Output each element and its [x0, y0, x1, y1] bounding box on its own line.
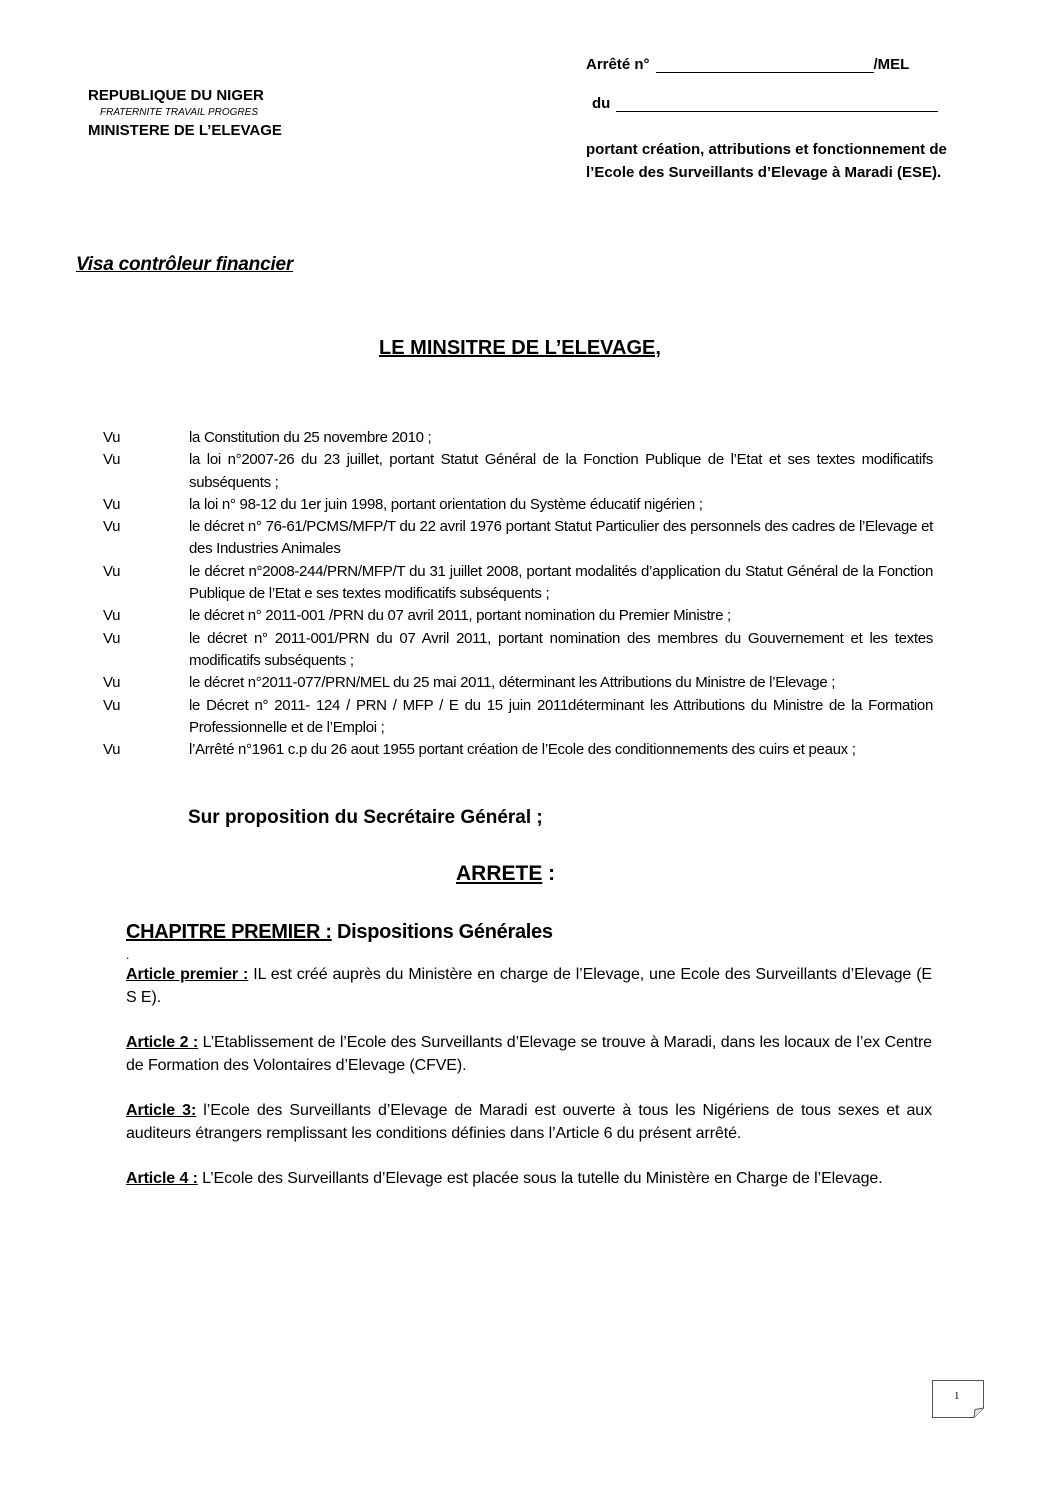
decree-date-line	[592, 95, 1006, 112]
vu-list	[103, 427, 933, 761]
decree-date-blank	[616, 96, 938, 112]
arrete-heading-colon: :	[542, 862, 556, 885]
vu-item	[103, 672, 933, 694]
vu-item	[103, 605, 933, 627]
chapter-dot: .	[126, 948, 130, 962]
page-number: 1	[954, 1390, 960, 1402]
vu-label: Vu	[103, 518, 121, 536]
vu-item	[103, 628, 933, 673]
decree-number-line	[586, 56, 1006, 73]
decree-number-label: Arrêté n°	[586, 56, 650, 73]
vu-label: Vu	[103, 451, 121, 469]
arrete-heading	[456, 862, 555, 886]
vu-label: Vu	[103, 495, 121, 513]
vu-text: la Constitution du 25 novembre 2010 ;	[189, 429, 432, 446]
article-4	[126, 1167, 932, 1190]
page-number-box	[932, 1380, 984, 1418]
minister-title: LE MINSITRE DE L’ELEVAGE,	[379, 337, 661, 359]
decree-reference-block	[586, 56, 1006, 184]
vu-item	[103, 561, 933, 606]
vu-label: Vu	[103, 429, 121, 446]
article-label: Article 4 :	[126, 1170, 198, 1187]
articles	[126, 963, 932, 1212]
article-3	[126, 1099, 932, 1145]
vu-text: le décret n° 2011-001 /PRN du 07 avril 2011, portant nomination du Premier Ministre ;	[189, 607, 731, 625]
ministry-header	[88, 87, 328, 140]
chapter-title: Dispositions Générales	[331, 921, 553, 943]
vu-text: l’Arrêté n°1961 c.p du 26 aout 1955 portant création de l’Ecole des conditionnements des cuirs et peaux ;	[189, 741, 856, 759]
vu-item	[103, 739, 933, 761]
article-text: L’Ecole des Surveillants d’Elevage est placée sous la tutelle du Ministère en Charge de l’Elevage.	[197, 1170, 883, 1187]
republic-name: REPUBLIQUE DU NIGER	[88, 87, 264, 104]
vu-label: Vu	[103, 696, 121, 714]
vu-text: le décret n°2011-077/PRN/MEL du 25 mai 2011, déterminant les Attributions du Ministre de l’Elevage ;	[189, 674, 836, 692]
national-motto: FRATERNITE TRAVAIL PROGRES	[100, 107, 258, 118]
vu-text: le décret n° 2011-001/PRN du 07 Avril 2011, portant nomination des membres du Gouvernement et les textes modificatifs subséquents ;	[189, 629, 933, 669]
decree-date-label: du	[592, 95, 611, 112]
vu-label: Vu	[103, 562, 121, 580]
vu-item	[103, 516, 933, 561]
arrete-heading-word: ARRETE	[456, 862, 543, 885]
vu-item	[103, 494, 933, 516]
vu-text: la loi n°2007-26 du 23 juillet, portant Statut Général de la Fonction Publique de l’Etat et ses textes modificatifs subséquents ;	[189, 451, 933, 491]
decree-subject-line-2: l’Ecole des Surveillants d’Elevage à Maradi (ESE).	[586, 164, 942, 181]
financial-controller-visa: Visa contrôleur financier	[76, 254, 294, 275]
vu-item	[103, 449, 933, 494]
article-text: l’Ecole des Surveillants d’Elevage de Maradi est ouverte à tous les Nigériens de tous sexes et aux auditeurs étrangers remplissant les conditions définies dans l’Article 6 du présent arrêté.	[126, 1102, 932, 1142]
article-label: Article 2 :	[126, 1034, 199, 1051]
vu-label: Vu	[103, 741, 121, 759]
vu-text: le décret n° 76-61/PCMS/MFP/T du 22 avril 1976 portant Statut Particulier des personnels des cadres de l’Elevage et des Industries Animales	[189, 518, 933, 558]
article-label: Article premier :	[126, 966, 249, 983]
vu-item	[103, 427, 933, 449]
article-label: Article 3:	[126, 1102, 197, 1119]
article-text: L’Etablissement de l’Ecole des Surveillants d’Elevage se trouve à Maradi, dans les locaux de l’ex Centre de Formation des Volontaires d’Elevage (CFVE).	[126, 1034, 932, 1074]
vu-label: Vu	[103, 674, 121, 692]
chapter-label: CHAPITRE PREMIER :	[126, 921, 332, 943]
article-2	[126, 1031, 932, 1077]
vu-item	[103, 695, 933, 740]
decree-number-blank	[656, 57, 874, 73]
proposal-line: Sur proposition du Secrétaire Général ;	[188, 807, 543, 828]
article-1	[126, 963, 932, 1009]
ministry-name: MINISTERE DE L’ELEVAGE	[88, 122, 282, 139]
vu-text: le décret n°2008-244/PRN/MFP/T du 31 juillet 2008, portant modalités d’application du Statut Général de la Fonction Publique de l’Etat e ses textes modificatifs subséquents ;	[189, 562, 933, 603]
article-text: IL est créé auprès du Ministère en charge de l’Elevage, une Ecole des Surveillants d’Elevage (E S E).	[126, 966, 932, 1006]
decree-number-suffix: /MEL	[873, 56, 910, 73]
decree-subject-line-1: portant création, attributions et fonctionnement de	[586, 141, 947, 158]
vu-text: la loi n° 98-12 du 1er juin 1998, portant orientation du Système éducatif nigérien ;	[189, 495, 703, 513]
chapter-heading	[126, 921, 553, 944]
vu-label: Vu	[103, 629, 121, 647]
decree-subject	[586, 138, 1006, 184]
vu-label: Vu	[103, 607, 121, 625]
vu-text: le Décret n° 2011- 124 / PRN / MFP / E du 15 juin 2011déterminant les Attributions du Ministre de la Formation Professionnelle et de l’Emploi ;	[189, 696, 933, 736]
